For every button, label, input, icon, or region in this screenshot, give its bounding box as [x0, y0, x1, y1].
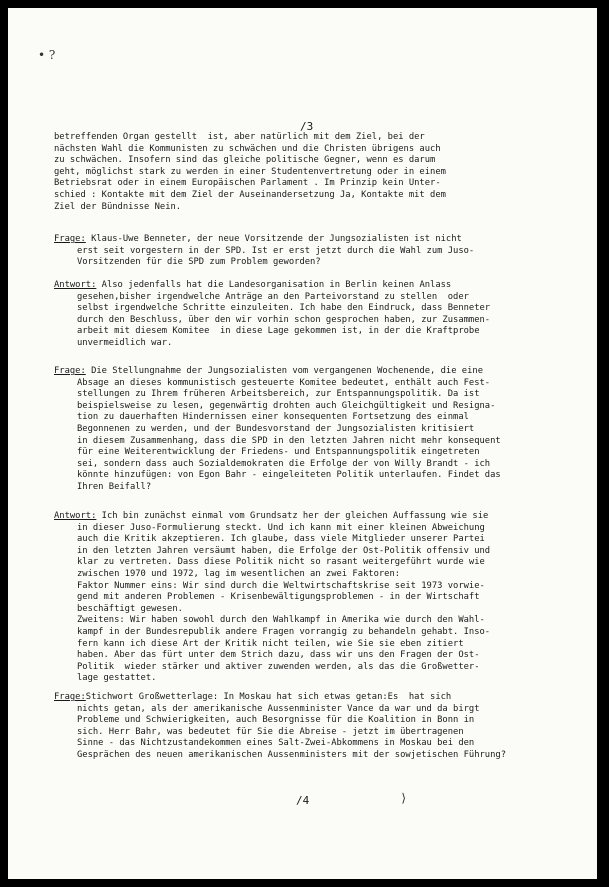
text-line [54, 257, 584, 269]
line-text: Stichwort Großwetterlage: In Moskau hat sich etwas getan:Es hat sich [85, 692, 452, 702]
text-line [54, 144, 584, 156]
text-line [54, 401, 584, 413]
line-text: in dieser Juso-Formulierung steckt. Und ich kann mit einer kleinen Abweichung [77, 522, 485, 533]
line-text: Also jedenfalls hat die Landesorganisation in Berlin keinen Anlass [96, 280, 452, 290]
line-text: Absage an dieses kommunistisch gesteuerte Komitee bedeutet, enthält auch Fest- [77, 377, 491, 388]
text-line [54, 604, 584, 616]
text-line [54, 280, 584, 292]
text-line [54, 750, 584, 762]
line-text: für eine Weiterentwicklung der Friedens- und Entspannungspolitik eingetreten [77, 447, 480, 458]
text-line [54, 338, 584, 350]
line-text: beschäftigt gewesen. [77, 603, 183, 614]
line-text: Politik wieder stärker und aktiver zuwenden werden, als das die Großwetter- [77, 661, 480, 672]
text-line [54, 662, 584, 674]
footer-mark: ⟩ [400, 791, 408, 805]
line-text: unvermeidlich war. [77, 337, 173, 348]
text-line [54, 627, 584, 639]
text-line [54, 673, 584, 685]
text-line [54, 534, 584, 546]
text-line [54, 738, 584, 750]
text-line [54, 692, 584, 704]
line-text: zu schwächen. Insofern sind das gleiche politische Gegner, wenn es darum [54, 155, 436, 166]
text-line [54, 569, 584, 581]
line-text: lage gestattet. [77, 673, 157, 684]
text-line [54, 246, 584, 258]
line-text: Sinne - das Nichtzustandekommen eines Salt-Zwei-Abkommens in Moskau bei den [77, 738, 475, 749]
text-line [54, 470, 584, 482]
text-line [54, 546, 584, 558]
line-text: arbeit mit diesem Komitee in diese Lage gekommen ist, in der die Kraftprobe [77, 326, 480, 337]
text-line [54, 132, 584, 144]
text-line [54, 155, 584, 167]
text-line [54, 615, 584, 627]
line-text: sei, sondern dass auch Sozialdemokraten die Erfolge der von Willy Brandt - ich [77, 458, 491, 469]
text-line [54, 727, 584, 739]
text-line [54, 366, 584, 378]
line-text: haben. Aber das fürt unter dem Strich dazu, dass wir uns den Fragen der Ost- [77, 650, 480, 661]
question-label: Frage: [54, 234, 86, 244]
line-text: durch den Beschluss, über den wir vorhin schon gesprochen haben, zur Zusammen- [77, 314, 491, 325]
text-line [54, 650, 584, 662]
text-line [54, 581, 584, 593]
line-text: tion zu dauerhaften Hindernissen einer konsequenten Fortsetzung des einmal [77, 412, 469, 423]
qa-section [54, 366, 584, 494]
page-number: /3 [300, 120, 314, 133]
line-text: schied : Kontakte mit dem Ziel der Auseinandersetzung Ja, Kontakte mit dem [54, 189, 446, 200]
text-line [54, 412, 584, 424]
line-text: zwischen 1970 und 1972, lag im wesentlichen an zwei Faktoren: [77, 568, 401, 579]
text-line [54, 167, 584, 179]
question-label: Frage: [54, 366, 86, 376]
text-line [54, 378, 584, 390]
line-text: Vorsitzenden für die SPD zum Problem geworden? [77, 257, 321, 268]
text-line [54, 315, 584, 327]
line-text: Ziel der Bündnisse Nein. [54, 201, 182, 212]
answer-label: Antwort: [54, 511, 97, 521]
line-text: könnte hinzufügen: von Egon Bahr - eingeleiteten Politik unterlaufen. Findet das [77, 470, 501, 481]
line-text: in den letzten Jahren versäumt haben, die Erfolge der Ost-Politik offensiv und [77, 545, 491, 556]
text-line [54, 178, 584, 190]
question-label: Frage: [54, 692, 86, 702]
text-line [54, 389, 584, 401]
text-line [54, 234, 584, 246]
text-line [54, 424, 584, 436]
line-text: beispielsweise zu lesen, gegenwärtig drohten auch Gleichgültigkeit und Resigna- [77, 400, 496, 411]
qa-section [54, 511, 584, 685]
line-text: kampf in der Bundesrepublik andere Fragen vorrangig zu behandeln gehabt. Inso- [77, 626, 491, 637]
text-line [54, 511, 584, 523]
line-text: Zweitens: Wir haben sowohl durch den Wahlkampf in Amerika wie durch den Wahl- [77, 615, 485, 626]
line-text: Betriebsrat oder in einem Europäischen Parlament . Im Prinzip kein Unter- [54, 178, 441, 189]
text-line [54, 704, 584, 716]
line-text: Ihren Beifall? [77, 481, 152, 492]
text-line [54, 326, 584, 338]
line-text: Begonnenen zu werden, und der Bundesvorstand der Jungsozialisten kritisiert [77, 423, 475, 434]
line-text: nächsten Wahl die Kommunisten zu schwächen und die Christen übrigens auch [54, 143, 441, 154]
qa-section [54, 280, 584, 350]
text-line [54, 447, 584, 459]
line-text: geht, möglichst stark zu werden in einer Studentenvertretung oder in einem [54, 166, 446, 177]
line-text: Die Stellungnahme der Jungsozialisten vom vergangenen Wochenende, die eine [85, 366, 483, 376]
text-line [54, 639, 584, 651]
line-text: fern kann ich diese Art der Kritik nicht teilen, wie Sie sie eben zitiert [77, 638, 464, 649]
line-text: Probleme und Schwierigkeiten, auch Besorgnisse für die Koalition in Bonn in [77, 715, 475, 726]
answer-label: Antwort: [54, 280, 97, 290]
line-text: auch die Kritik akzeptieren. Ich glaube, dass viele Mitglieder unserer Partei [77, 534, 485, 545]
line-text: gend mit anderen Problemen - Krisenbewältigungsproblemen - in der Wirtschaft [77, 592, 480, 603]
line-text: stellungen zu Ihrem früheren Arbeitsbereich, zur Entspannungspolitik. Da ist [77, 389, 480, 400]
qa-section [54, 234, 584, 269]
text-line [54, 523, 584, 535]
text-line [54, 202, 584, 214]
line-text: nichts getan, als der amerikanische Aussenminister Vance da war und da birgt [77, 703, 480, 714]
handwritten-mark: • ? [38, 48, 56, 62]
line-text: selbst irgendwelche Schritte einzuleiten. Ich habe den Eindruck, dass Benneter [77, 303, 491, 314]
line-text: Gesprächen des neuen amerikanischen Aussenministers mit der sowjetischen Führung? [77, 749, 506, 760]
line-text: gesehen,bisher irgendwelche Anträge an den Parteivorstand zu stellen oder [77, 291, 469, 302]
next-page-number: /4 [296, 794, 310, 807]
line-text: sich. Herr Bahr, was bedeutet für Sie die Abreise - jetzt im übertragenen [77, 726, 464, 737]
document-page [8, 8, 597, 879]
text-line [54, 190, 584, 202]
text-line [54, 436, 584, 448]
line-text: erst seit vorgestern in der SPD. Ist er erst jetzt durch die Wahl zum Juso- [77, 245, 475, 256]
text-line [54, 592, 584, 604]
line-text: klar zu vertreten. Dass diese Politik nicht so rasant weitergeführt wurde wie [77, 557, 485, 568]
text-line [54, 482, 584, 494]
text-line [54, 303, 584, 315]
line-text: Klaus-Uwe Benneter, der neue Vorsitzende der Jungsozialisten ist nicht [85, 234, 462, 244]
text-line [54, 292, 584, 304]
qa-section [54, 692, 584, 762]
line-text: Ich bin zunächst einmal vom Grundsatz her der gleichen Auffassung wie sie [96, 511, 489, 521]
line-text: in diesem Zusammenhang, dass die SPD in den letzten Jahren nicht mehr konsequent [77, 435, 501, 446]
text-line [54, 715, 584, 727]
continuation-paragraph [54, 132, 584, 213]
text-line [54, 459, 584, 471]
text-line [54, 557, 584, 569]
line-text: Faktor Nummer eins: Wir sind durch die Weltwirtschaftskrise seit 1973 vorwie- [77, 580, 485, 591]
line-text: betreffenden Organ gestellt ist, aber natürlich mit dem Ziel, bei der [54, 132, 425, 142]
